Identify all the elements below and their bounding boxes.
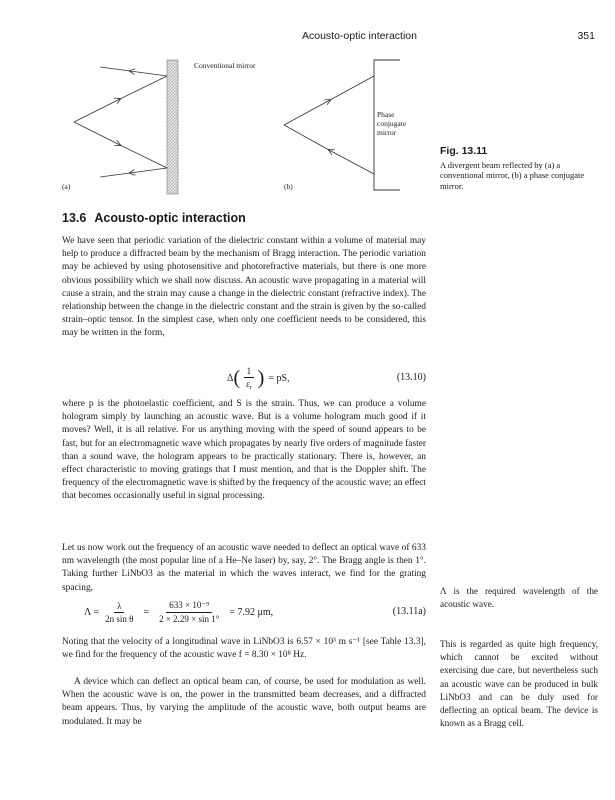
running-title: Acousto-optic interaction (302, 30, 417, 42)
eq1-delta: Δ (227, 372, 234, 384)
eq1-numerator: 1 (244, 366, 255, 378)
margin-note-2: This is regarded as quite high frequency, which cannot be excited without exercising due care, but nevertheless such an acoustic wave can be produced in bulk LiNbO3 and can be duly used for deflecting an optical beam. The device is known as a Bragg cell. (440, 639, 598, 729)
section-number: 13.6 (62, 211, 87, 225)
equation-13-10 (62, 366, 426, 390)
eq2-frac1-denominator: 2n sin θ (105, 613, 134, 624)
section-title: Acousto-optic interaction (94, 211, 246, 225)
eq1-fraction (243, 366, 255, 391)
equation-number-13-11a: (13.11a) (392, 606, 426, 617)
section-heading (62, 211, 246, 225)
paragraph-1: We have seen that periodic variation of the dielectric constant within a volume of material may help to produce a diffracted beam by the mechanism of Bragg interaction. The periodic variation may be achieved by using photosensitive and photorefractive materials, but there is one more obvious possibility which we shall now discuss. An acoustic wave propagating in a material will cause a strain, and the strain may cause a change in the dielectric constant (refractive index). The relationship between the change in the dielectric constant and the strain is given by the so-called strain–optic tensor. In the simplest case, when only one coefficient needs to be considered, this may be written in the form, (62, 236, 426, 339)
figure-13-11 (60, 50, 428, 200)
page-number: 351 (577, 30, 595, 42)
paragraph-2: where p is the photoelastic coefficient, and S is the strain. Thus, we can produce a volume hologram simply by launching an acoustic wave. But is a volume hologram much good if it moves? Well, it is all relative. For us anything moving with the speed of sound appears to be fast, but for an electromagnetic wave which propagates by nearly five orders of magnitude faster than a sound wave, the hologram appears to be practically stationary. There is, however, an effect characteristic to moving gratings that I must mention, and that is the Doppler shift. The frequency of the electromagnetic wave is shifted by the frequency of the acoustic wave; an effect that becomes occasionally useful in signal processing. (62, 399, 426, 502)
margin-note-1: Λ is the required wavelength of the acoustic wave. (440, 586, 598, 610)
eq2-rhs: = 7.92 μm, (229, 606, 274, 618)
eq1-open-paren: ( (233, 367, 241, 389)
equation-13-11a (62, 597, 426, 627)
panel-label-b: (b) (284, 182, 293, 191)
eq2-frac1-numerator: λ (114, 601, 124, 613)
eq1-epsilon: ε (246, 378, 250, 389)
label-conventional-mirror: Conventional mirror (194, 61, 256, 70)
eq2-fraction-1 (102, 601, 136, 624)
eq1-close-paren: ) (257, 367, 265, 389)
figure-drawing (60, 50, 428, 200)
eq1-denominator (243, 378, 255, 391)
divergent-beam-a (74, 67, 167, 177)
label-phase-conjugate-mirror: Phase conjugate mirror (377, 110, 407, 137)
eq2-frac2-denominator: 2 × 2.29 × sin 1° (159, 614, 220, 624)
eq2-equals: = (143, 606, 150, 618)
eq2-fraction-2 (156, 600, 222, 624)
figure-caption (440, 146, 600, 191)
eq2-frac2-numerator: 633 × 10⁻⁹ (166, 600, 212, 613)
eq1-epsilon-sub: r (249, 384, 252, 391)
eq2-lhs: Λ = (84, 606, 100, 618)
equation-number-13-10: (13.10) (396, 372, 426, 383)
paragraph-4: Noting that the velocity of a longitudinal wave in LiNbO3 is 6.57 × 10³ m s⁻¹ [see Table 13.3], we find for the frequency of the acoustic wave f = 8.30 × 10⁸ Hz. (62, 637, 426, 661)
conventional-mirror (167, 60, 178, 194)
caption-text: A divergent beam reflected by (a) a conventional mirror, (b) a phase conjugate mirror. (440, 159, 585, 191)
equation-13-11a-body (84, 597, 277, 627)
eq1-rhs: = pS, (268, 372, 290, 384)
divergent-beam-b (284, 76, 374, 174)
equation-13-10-body (227, 366, 294, 390)
panel-label-a: (a) (62, 182, 71, 191)
paragraph-3: Let us now work out the frequency of an acoustic wave needed to deflect an optical wave of 633 nm wavelength (the most popular line of a He–Ne laser) by, say, 2°. The Bragg angle is then 1°. Taking further LiNbO3 as the material in which the waves interact, we find for the grating spacing, (62, 543, 426, 593)
caption-title: Fig. 13.11 (440, 145, 488, 157)
paragraph-5: A device which can deflect an optical beam can, of course, be used for modulation as well. When the acoustic wave is on, the power in the transmitted beam decreases, and a diffracted beam appears. Thus, by varying the amplitude of the acoustic wave, both output beams are modulated. It may be (62, 677, 426, 727)
